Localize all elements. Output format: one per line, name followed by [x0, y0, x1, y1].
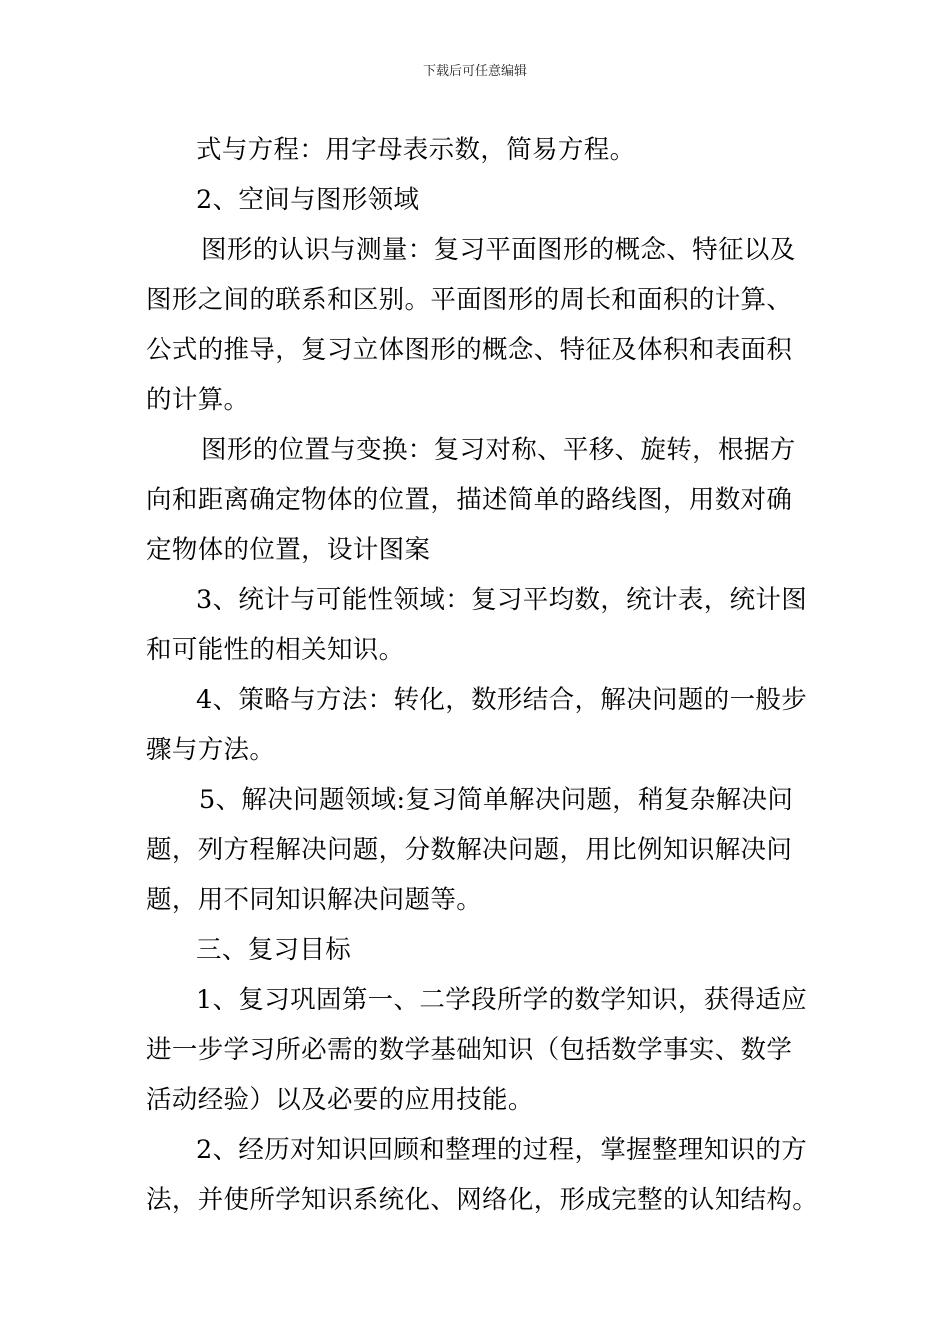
text-line: 5、解决问题领域:复习简单解决问题，稍复杂解决问: [199, 785, 794, 815]
text-line: 图形的位置与变换：复习对称、平移、旋转，根据方: [201, 435, 796, 465]
page-header: 下载后可任意编辑: [422, 64, 527, 79]
text-line: 定物体的位置，设计图案: [146, 535, 431, 565]
section-heading: 2、空间与图形领域: [196, 185, 420, 215]
section-heading: 三、复习目标: [196, 935, 352, 965]
text-line: 图形的认识与测量：复习平面图形的概念、特征以及: [201, 235, 796, 265]
text-line: 题，列方程解决问题，分数解决问题，用比例知识解决问: [146, 835, 793, 865]
text-line: 1、复习巩固第一、二学段所学的数学知识，获得适应: [196, 985, 808, 1015]
text-line: 和可能性的相关知识。: [146, 635, 405, 665]
text-line: 3、统计与可能性领域：复习平均数，统计表，统计图: [196, 585, 808, 615]
text-line: 图形之间的联系和区别。平面图形的周长和面积的计算、: [146, 285, 793, 315]
text-line: 4、策略与方法：转化，数形结合，解决问题的一般步: [196, 685, 808, 715]
text-line: 骤与方法。: [146, 735, 276, 765]
text-line: 2、经历对知识回顾和整理的过程，掌握整理知识的方: [196, 1135, 808, 1165]
text-line: 进一步学习所必需的数学基础知识（包括数学事实、数学: [146, 1035, 793, 1065]
text-line: 活动经验）以及必要的应用技能。: [146, 1085, 534, 1115]
text-line: 的计算。: [146, 385, 250, 415]
text-line: 式与方程：用字母表示数，简易方程。: [196, 135, 636, 165]
text-line: 向和距离确定物体的位置，描述简单的路线图，用数对确: [146, 485, 793, 515]
text-line: 题，用不同知识解决问题等。: [146, 885, 483, 915]
text-line: 公式的推导，复习立体图形的概念、特征及体积和表面积: [146, 335, 793, 365]
text-line: 法，并使所学知识系统化、网络化，形成完整的认知结构。: [146, 1185, 819, 1215]
